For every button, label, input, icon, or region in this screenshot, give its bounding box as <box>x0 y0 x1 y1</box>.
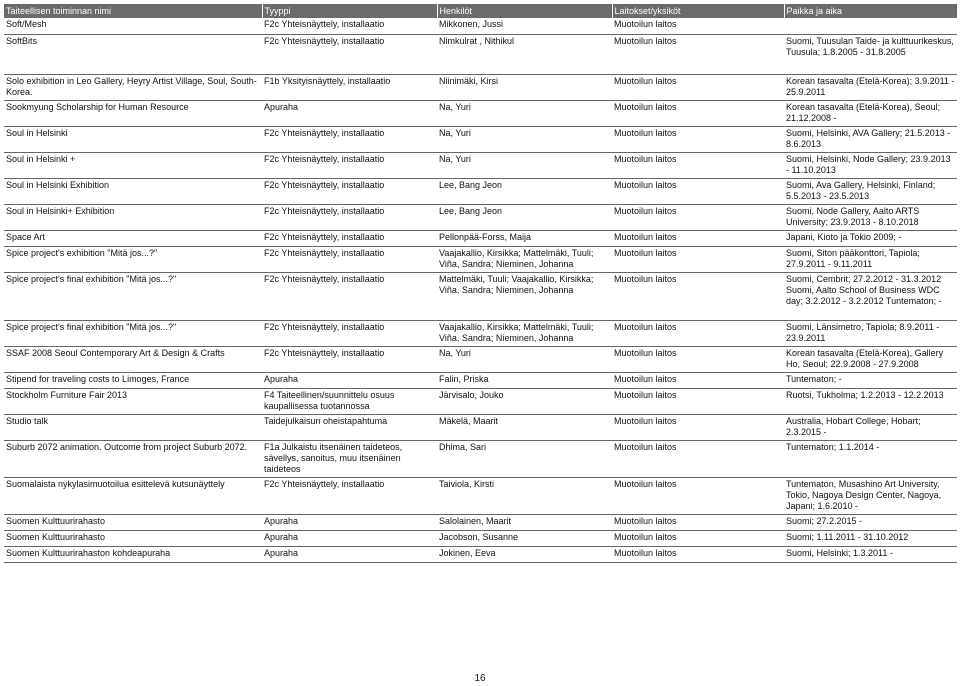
cell-type: F2c Yhteisnäyttely, installaatio <box>262 204 437 230</box>
cell-type: Apuraha <box>262 514 437 530</box>
cell-units: Muotoilun laitos <box>612 74 784 100</box>
cell-place-time: Tuntematon, Musashino Art University, Tokio, Nagoya Design Center, Nagoya, Japani; 1.6.2010 - <box>784 477 957 514</box>
cell-type: F2c Yhteisnäyttely, installaatio <box>262 272 437 320</box>
cell-type: F2c Yhteisnäyttely, installaatio <box>262 477 437 514</box>
cell-name: Soft/Mesh <box>4 18 262 34</box>
cell-name: Solo exhibition in Leo Gallery, Heyry Artist Village, Soul, South-Korea. <box>4 74 262 100</box>
cell-place-time: Korean tasavalta (Etelä-Korea), Seoul; 21.12.2008 - <box>784 100 957 126</box>
table-row <box>4 246 957 272</box>
cell-name: Suomalaista nykylasimuotoilua esittelevä kutsunäyttely <box>4 477 262 514</box>
cell-place-time: Tuntematon; - <box>784 372 957 388</box>
cell-name: Stockholm Furniture Fair 2013 <box>4 388 262 414</box>
cell-name: Stipend for traveling costs to Limoges, France <box>4 372 262 388</box>
cell-name: Soul in Helsinki <box>4 126 262 152</box>
cell-name: Studio talk <box>4 414 262 440</box>
cell-persons: Lee, Bang Jeon <box>437 178 612 204</box>
header-type: Tyyppi <box>262 4 437 18</box>
table-row <box>4 178 957 204</box>
cell-persons: Salolainen, Maarit <box>437 514 612 530</box>
cell-name: Sookmyung Scholarship for Human Resource <box>4 100 262 126</box>
cell-place-time: Suomi, Länsimetro, Tapiola; 8.9.2011 - 23.9.2011 <box>784 320 957 346</box>
cell-name: Space Art <box>4 230 262 246</box>
cell-place-time: Suomi; 27.2.2015 - <box>784 514 957 530</box>
cell-place-time: Korean tasavalta (Etelä-Korea), Gallery Ho, Seoul; 22.9.2008 - 27.9.2008 <box>784 346 957 372</box>
table-row <box>4 320 957 346</box>
cell-name: Soul in Helsinki+ Exhibition <box>4 204 262 230</box>
cell-type: F2c Yhteisnäyttely, installaatio <box>262 346 437 372</box>
cell-name: Suburb 2072 animation. Outcome from project Suburb 2072. <box>4 440 262 477</box>
table-row <box>4 34 957 74</box>
cell-place-time: Suomi, Helsinki, AVA Gallery; 21.5.2013 - 8.6.2013 <box>784 126 957 152</box>
cell-name: Spice project's final exhibition "Mitä jos...?" <box>4 272 262 320</box>
header-place-time: Paikka ja aika <box>784 4 957 18</box>
cell-persons: Falin, Priska <box>437 372 612 388</box>
cell-place-time: Australia, Hobart College, Hobart; 2.3.2015 - <box>784 414 957 440</box>
cell-type: Apuraha <box>262 100 437 126</box>
cell-persons: Järvisalo, Jouko <box>437 388 612 414</box>
table-row <box>4 204 957 230</box>
cell-type: Taidejulkaisun oheistapahtuma <box>262 414 437 440</box>
cell-units: Muotoilun laitos <box>612 530 784 546</box>
table-row <box>4 546 957 562</box>
table-row <box>4 530 957 546</box>
cell-type: F2c Yhteisnäyttely, installaatio <box>262 246 437 272</box>
table-row <box>4 372 957 388</box>
cell-persons: Nimkulrat , Nithikul <box>437 34 612 74</box>
cell-persons: Na, Yuri <box>437 346 612 372</box>
cell-persons: Taiviola, Kirsti <box>437 477 612 514</box>
cell-units: Muotoilun laitos <box>612 388 784 414</box>
cell-persons: Pellonpää-Forss, Maija <box>437 230 612 246</box>
cell-units: Muotoilun laitos <box>612 34 784 74</box>
cell-place-time: Suomi, Helsinki, Node Gallery; 23.9.2013 - 11.10.2013 <box>784 152 957 178</box>
cell-units: Muotoilun laitos <box>612 272 784 320</box>
table-row <box>4 514 957 530</box>
table-row <box>4 74 957 100</box>
cell-persons: Mäkelä, Maarit <box>437 414 612 440</box>
cell-units: Muotoilun laitos <box>612 18 784 34</box>
cell-units: Muotoilun laitos <box>612 100 784 126</box>
cell-type: F1b Yksityisnäyttely, installaatio <box>262 74 437 100</box>
cell-place-time: Korean tasavalta (Etelä-Korea); 3.9.2011 - 25.9.2011 <box>784 74 957 100</box>
header-units: Laitokset/yksiköt <box>612 4 784 18</box>
cell-place-time: Suomi, Cembrit; 27.2.2012 - 31.3.2012 Suomi, Aalto School of Business WDC day; 3.2.2012 - 3.2.2012 Tuntematon; - <box>784 272 957 320</box>
cell-place-time: Tuntematon; 1.1.2014 - <box>784 440 957 477</box>
cell-type: F2c Yhteisnäyttely, installaatio <box>262 126 437 152</box>
cell-units: Muotoilun laitos <box>612 477 784 514</box>
table-row <box>4 126 957 152</box>
cell-persons: Na, Yuri <box>437 100 612 126</box>
cell-place-time: Suomi; 1.11.2011 - 31.10.2012 <box>784 530 957 546</box>
table-row <box>4 346 957 372</box>
cell-place-time: Suomi, Siton pääkonttori, Tapiola; 27.9.2011 - 9.11.2011 <box>784 246 957 272</box>
cell-place-time <box>784 18 957 34</box>
cell-type: F2c Yhteisnäyttely, installaatio <box>262 230 437 246</box>
table-row <box>4 272 957 320</box>
cell-type: Apuraha <box>262 546 437 562</box>
table-row <box>4 100 957 126</box>
cell-name: SSAF 2008 Seoul Contemporary Art & Design & Crafts <box>4 346 262 372</box>
table-row <box>4 388 957 414</box>
cell-name: SoftBits <box>4 34 262 74</box>
cell-units: Muotoilun laitos <box>612 204 784 230</box>
cell-name: Soul in Helsinki + <box>4 152 262 178</box>
cell-persons: Dhima, Sari <box>437 440 612 477</box>
table-row <box>4 440 957 477</box>
cell-persons: Na, Yuri <box>437 126 612 152</box>
cell-units: Muotoilun laitos <box>612 372 784 388</box>
cell-name: Suomen Kulttuurirahasto <box>4 514 262 530</box>
cell-name: Suomen Kulttuurirahaston kohdeapuraha <box>4 546 262 562</box>
table-body <box>4 18 957 562</box>
cell-place-time: Suomi, Tuusulan Taide- ja kulttuurikeskus, Tuusula; 1.8.2005 - 31.8.2005 <box>784 34 957 74</box>
cell-persons: Na, Yuri <box>437 152 612 178</box>
header-name: Taiteellisen toiminnan nimi <box>4 4 262 18</box>
table-row <box>4 414 957 440</box>
cell-place-time: Suomi, Node Gallery, Aalto ARTS University; 23.9.2013 - 8.10.2018 <box>784 204 957 230</box>
cell-type: F2c Yhteisnäyttely, installaatio <box>262 320 437 346</box>
cell-name: Spice project's final exhibition "Mitä jos...?" <box>4 320 262 346</box>
cell-name: Suomen Kulttuurirahasto <box>4 530 262 546</box>
cell-persons: Vaajakallio, Kirsikka; Mattelmäki, Tuuli; Viña, Sandra; Nieminen, Johanna <box>437 246 612 272</box>
cell-units: Muotoilun laitos <box>612 346 784 372</box>
table-header <box>4 4 957 18</box>
cell-place-time: Suomi, Helsinki; 1.3.2011 - <box>784 546 957 562</box>
header-row <box>4 4 957 18</box>
cell-type: F2c Yhteisnäyttely, installaatio <box>262 18 437 34</box>
cell-type: F2c Yhteisnäyttely, installaatio <box>262 34 437 74</box>
cell-name: Soul in Helsinki Exhibition <box>4 178 262 204</box>
table-row <box>4 152 957 178</box>
cell-units: Muotoilun laitos <box>612 230 784 246</box>
results-table <box>4 4 958 563</box>
cell-persons: Jokinen, Eeva <box>437 546 612 562</box>
table-row <box>4 230 957 246</box>
cell-type: Apuraha <box>262 372 437 388</box>
cell-type: F2c Yhteisnäyttely, installaatio <box>262 152 437 178</box>
table-row <box>4 477 957 514</box>
cell-place-time: Suomi, Ava Gallery, Helsinki, Finland; 5.5.2013 - 23.5.2013 <box>784 178 957 204</box>
cell-type: F1a Julkaistu itsenäinen taideteos, sävellys, sanoitus, muu itsenäinen taideteos <box>262 440 437 477</box>
cell-units: Muotoilun laitos <box>612 514 784 530</box>
cell-units: Muotoilun laitos <box>612 414 784 440</box>
cell-persons: Mikkonen, Jussi <box>437 18 612 34</box>
cell-type: F2c Yhteisnäyttely, installaatio <box>262 178 437 204</box>
cell-place-time: Ruotsi, Tukholma; 1.2.2013 - 12.2.2013 <box>784 388 957 414</box>
cell-units: Muotoilun laitos <box>612 246 784 272</box>
cell-units: Muotoilun laitos <box>612 320 784 346</box>
cell-units: Muotoilun laitos <box>612 152 784 178</box>
cell-type: Apuraha <box>262 530 437 546</box>
cell-units: Muotoilun laitos <box>612 126 784 152</box>
cell-units: Muotoilun laitos <box>612 178 784 204</box>
cell-units: Muotoilun laitos <box>612 546 784 562</box>
cell-place-time: Japani, Kioto ja Tokio 2009; - <box>784 230 957 246</box>
cell-type: F4 Taiteellinen/suunnittelu osuus kaupallisessa tuotannossa <box>262 388 437 414</box>
page-number: 16 <box>474 673 486 684</box>
cell-persons: Jacobson, Susanne <box>437 530 612 546</box>
cell-persons: Mattelmäki, Tuuli; Vaajakallio, Kirsikka; Viña, Sandra; Nieminen, Johanna <box>437 272 612 320</box>
cell-persons: Niinimäki, Kirsi <box>437 74 612 100</box>
cell-units: Muotoilun laitos <box>612 440 784 477</box>
table-row <box>4 18 957 34</box>
cell-name: Spice project's exhibition "Mitä jos...?" <box>4 246 262 272</box>
cell-persons: Vaajakallio, Kirsikka; Mattelmäki, Tuuli; Viña, Sandra; Nieminen, Johanna <box>437 320 612 346</box>
header-persons: Henkilöt <box>437 4 612 18</box>
cell-persons: Lee, Bang Jeon <box>437 204 612 230</box>
